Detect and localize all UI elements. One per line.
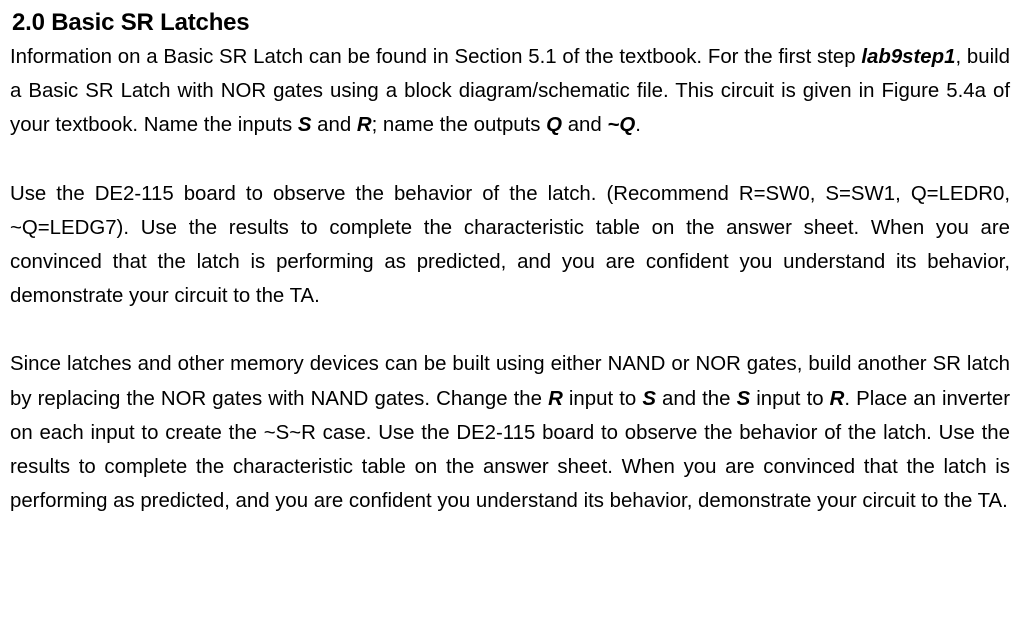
output-not-q-label: ~Q bbox=[607, 114, 636, 137]
p3-text-4: input to bbox=[750, 387, 830, 410]
p1-text-3: and bbox=[311, 114, 357, 137]
p3-text-2: input to bbox=[562, 387, 643, 410]
input-r-label: R bbox=[356, 114, 372, 137]
p3-text-3: and the bbox=[655, 387, 737, 410]
paragraph-3 bbox=[10, 347, 1010, 518]
p1-text-4: ; name the outputs bbox=[371, 114, 547, 137]
p1-text-2: , build a Basic SR Latch with NOR gates using a block diagram/schematic file. This circuit is given in Figure 5.4a of your textbook. Name the inputs bbox=[10, 46, 1010, 137]
paragraph-spacer bbox=[10, 313, 1010, 347]
step-name: lab9step1 bbox=[861, 46, 956, 68]
input-r-label: R bbox=[548, 387, 563, 410]
paragraph-spacer bbox=[10, 143, 1010, 177]
p3-text-1: Since latches and other memory devices can be built using either NAND or NOR gates, build another SR latch by replacing the NOR gates with NAND gates. Change the bbox=[10, 353, 1010, 410]
p1-text-1: Information on a Basic SR Latch can be found in Section 5.1 of the textbook. For the first step bbox=[10, 46, 862, 68]
document-page bbox=[10, 6, 1010, 518]
output-q-label: Q bbox=[546, 114, 563, 137]
paragraph-1 bbox=[10, 40, 1010, 143]
section-heading: 2.0 Basic SR Latches bbox=[12, 9, 250, 36]
input-s-label: S bbox=[297, 114, 312, 137]
p1-text-6: . bbox=[635, 114, 641, 137]
paragraph-2: Use the DE2-115 board to observe the behavior of the latch. (Recommend R=SW0, S=SW1, Q=LEDR0, ~Q=LEDG7). Use the results to complete the characteristic table on the answer sheet. When you are convinced that the latch is performing as predicted, and you are confident you understand its behavior, demonstrate your circuit to the TA. bbox=[10, 182, 1010, 308]
input-r-label: R bbox=[829, 387, 845, 410]
input-s-label: S bbox=[736, 387, 751, 410]
p1-text-5: and bbox=[562, 114, 608, 137]
input-s-label: S bbox=[642, 387, 656, 410]
p3-text-5: . Place an inverter on each input to create the ~S~R case. Use the DE2-115 board to observe the behavior of the latch. Use the results to complete the characteristic table on the answer sheet. When you are convinced that the latch is performing as predicted, and you are confident you understand its behavior, demonstrate your circuit to the TA. bbox=[10, 387, 1011, 513]
